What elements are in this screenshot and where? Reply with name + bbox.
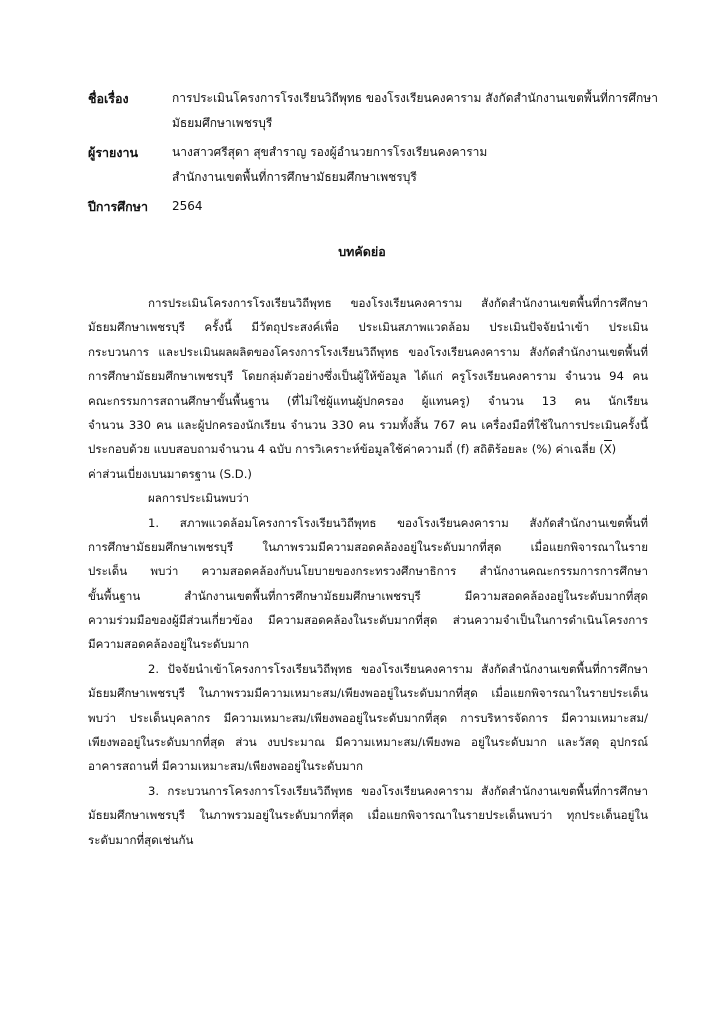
finding-3-line: 3. กระบวนการโครงการโรงเรียนวิถีพุทธ ของโรงเรียนคงคาราม สังกัดสำนักงานเขตพื้นที่การศึกษา [148,783,648,798]
finding-1-line: มีความสอดคล้องอยู่ในระดับมาก [88,637,249,652]
title-line: การประเมินโครงการโรงเรียนวิถีพุทธ ของโรงเรียนคงคาราม สังกัดสำนักงานเขตพื้นที่การศึกษา [172,91,658,105]
intro-line: ค่าส่วนเบี่ยงเบนมาตรฐาน (S.D.) [88,466,252,481]
finding-2-line: เพียงพออยู่ในระดับมากที่สุด ส่วน งบประมาณ มีความเหมาะสม/เพียงพอ อยู่ในระดับมาก และวัสดุ อุปกรณ์ [88,735,648,750]
finding-2-line: พบว่า ประเด็นบุคลากร มีความเหมาะสม/เพียงพออยู่ในระดับมากที่สุด การบริหารจัดการ มีความเหมาะสม/ [88,710,648,725]
finding-2-line: อาคารสถานที่ มีความเหมาะสม/เพียงพออยู่ในระดับมาก [88,759,364,774]
intro-line: จำนวน 330 คน และผู้ปกครองนักเรียน จำนวน 330 คน รวมทั้งสิ้น 767 คน เครื่องมือที่ใช้ในการประเมินครั้งนี้ [88,417,648,432]
finding-3-line: ระดับมากที่สุดเช่นกัน [88,832,194,847]
mean-symbol [604,437,612,461]
reporter-value [172,140,668,190]
title-row [88,86,668,136]
finding-1-line: ประเด็น พบว่า ความสอดคล้องกับนโยบายของกระทรวงศึกษาธิการ สำนักงานคณะกรรมการการศึกษา [88,564,648,579]
finding-1-line: ความร่วมมือของผู้มีส่วนเกี่ยวข้อง มีความสอดคล้องในระดับมากที่สุด ส่วนความจำเป็นในการดำเนินโครงการ [88,613,648,628]
intro-line-with-mean [88,437,648,461]
reporter-line: สำนักงานเขตพื้นที่การศึกษามัธยมศึกษาเพชรบุรี [172,170,417,184]
intro-line: มัธยมศึกษาเพชรบุรี ครั้งนี้ มีวัตถุประสงค์เพื่อ ประเมินสภาพแวดล้อม ประเมินปัจจัยนำเข้า ประเมิน [88,320,648,335]
finding-1-line: 1. สภาพแวดล้อมโครงการโรงเรียนวิถีพุทธ ของโรงเรียนคงคาราม สังกัดสำนักงานเขตพื้นที่ [148,515,648,530]
reporter-row [88,140,668,190]
intro-line: การศึกษามัธยมศึกษาเพชรบุรี โดยกลุ่มตัวอย่างซึ่งเป็นผู้ให้ข้อมูล ได้แก่ ครูโรงเรียนคงคาราม จำนวน 94 คน [88,369,648,384]
document-metadata [88,86,668,223]
year-value: 2564 [172,199,203,213]
mean-symbol-letter: X [603,442,612,457]
finding-1-line: ขั้นพื้นฐาน สำนักงานเขตพื้นที่การศึกษามัธยมศึกษาเพชรบุรี มีความสอดคล้องอยู่ในระดับมากที่สุด [88,588,648,603]
title-value [172,86,668,136]
abstract-body [88,291,648,852]
year-label: ปีการศึกษา [88,199,148,214]
intro-line-text: ประกอบด้วย แบบสอบถามจำนวน 4 ฉบับ การวิเคราะห์ข้อมูลใช้ค่าความถี่ (f) สถิติร้อยละ (%) ค่าเฉลี่ย ( [88,442,604,457]
reporter-label: ผู้รายงาน [88,145,139,160]
intro-line: กระบวนการ และประเมินผลผลิตของโครงการโรงเรียนวิถีพุทธ ของโรงเรียนคงคาราม สังกัดสำนักงานเขตพื้นที่ [88,344,648,359]
abstract-heading: บทคัดย่อ [338,244,386,259]
finding-1-line: การศึกษามัธยมศึกษาเพชรบุรี ในภาพรวมมีความสอดคล้องอยู่ในระดับมากที่สุด เมื่อแยกพิจารณาในราย [88,539,648,554]
year-value-wrap [172,194,668,219]
title-label: ชื่อเรื่อง [88,91,129,106]
finding-2-line: 2. ปัจจัยนำเข้าโครงการโรงเรียนวิถีพุทธ ของโรงเรียนคงคาราม สังกัดสำนักงานเขตพื้นที่การศึกษา [148,661,648,676]
intro-line: คณะกรรมการสถานศึกษาขั้นพื้นฐาน (ที่ไม่ใช่ผู้แทนผู้ปกครอง ผู้แทนครู) จำนวน 13 คน นักเรียน [88,393,648,408]
finding-2-line: มัธยมศึกษาเพชรบุรี ในภาพรวมมีความเหมาะสม/เพียงพออยู่ในระดับมากที่สุด เมื่อแยกพิจารณาในรายประเด็น [88,686,648,701]
mean-overbar [604,440,612,441]
intro-line: การประเมินโครงการโรงเรียนวิถีพุทธ ของโรงเรียนคงคาราม สังกัดสำนักงานเขตพื้นที่การศึกษา [148,296,648,310]
results-label: ผลการประเมินพบว่า [148,491,250,506]
mean-close-paren: ) [611,442,617,457]
year-row [88,194,668,219]
title-line: มัธยมศึกษาเพชรบุรี [172,116,273,130]
reporter-line: นางสาวศรีสุดา สุขสำราญ รองผู้อำนวยการโรงเรียนคงคาราม [172,145,488,159]
finding-3-line: มัธยมศึกษาเพชรบุรี ในภาพรวมอยู่ในระดับมากที่สุด เมื่อแยกพิจารณาในรายประเด็นพบว่า ทุกประเด็นอยู่ใน [88,808,648,823]
